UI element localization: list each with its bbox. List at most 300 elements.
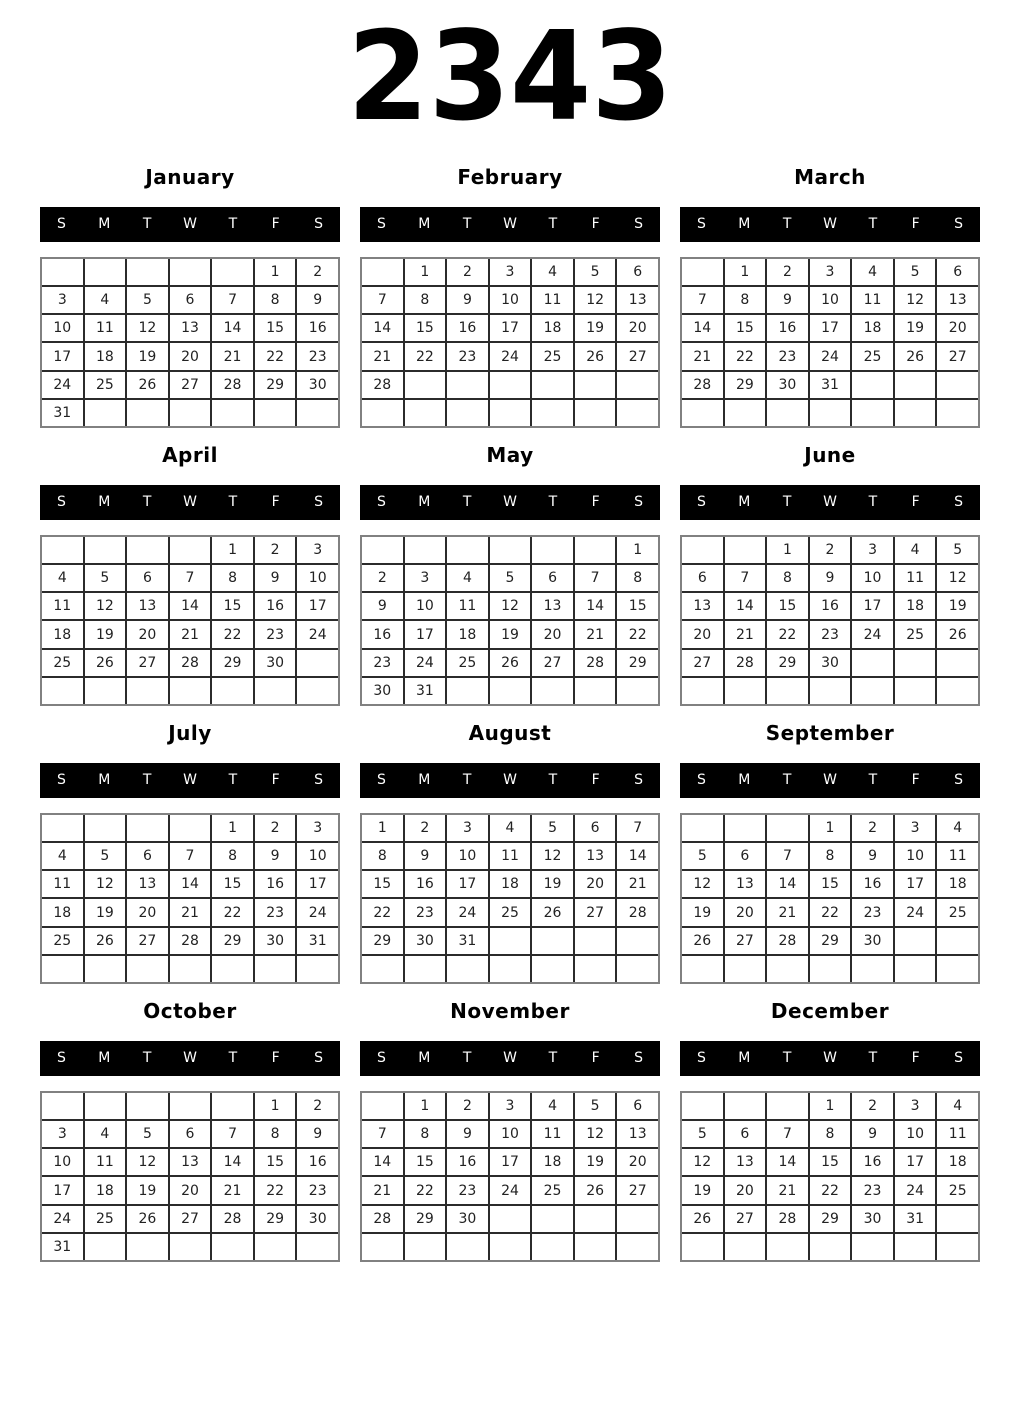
day-cell: 10 — [297, 565, 338, 591]
day-cell: 16 — [255, 593, 296, 619]
day-cell: 28 — [362, 1206, 403, 1232]
day-cell — [937, 956, 978, 982]
day-cell: 23 — [767, 343, 808, 369]
day-cell: 13 — [725, 1149, 766, 1175]
day-cell: 1 — [362, 815, 403, 841]
weekday-header-row — [680, 485, 980, 520]
day-cell: 9 — [852, 843, 893, 869]
day-cell: 8 — [212, 843, 253, 869]
day-cell — [212, 1234, 253, 1260]
day-cell — [212, 956, 253, 982]
day-cell: 13 — [170, 315, 211, 341]
day-cell — [85, 815, 126, 841]
day-cell — [575, 678, 616, 704]
day-cell: 17 — [297, 871, 338, 897]
weekday-label: T — [868, 216, 878, 232]
month-day-grid — [360, 1091, 660, 1262]
day-cell — [127, 1093, 168, 1119]
day-cell: 20 — [170, 343, 211, 369]
day-cell — [297, 956, 338, 982]
day-cell: 3 — [490, 259, 531, 285]
day-cell — [405, 400, 446, 426]
weekday-label: T — [228, 216, 238, 232]
day-cell: 9 — [852, 1121, 893, 1147]
weekday-header-row — [680, 763, 980, 798]
day-cell — [725, 815, 766, 841]
day-cell: 19 — [490, 621, 531, 647]
weekday-label: W — [183, 772, 197, 788]
day-cell: 13 — [127, 593, 168, 619]
day-cell — [170, 678, 211, 704]
day-cell: 16 — [297, 315, 338, 341]
weekday-label: S — [954, 494, 964, 510]
day-cell: 5 — [532, 815, 573, 841]
day-cell: 27 — [170, 372, 211, 398]
day-cell — [170, 1234, 211, 1260]
day-cell: 1 — [767, 537, 808, 563]
day-cell — [297, 1234, 338, 1260]
day-cell: 2 — [447, 259, 488, 285]
day-cell — [42, 678, 83, 704]
day-cell: 21 — [170, 621, 211, 647]
day-cell: 19 — [575, 315, 616, 341]
day-cell: 7 — [212, 1121, 253, 1147]
day-cell — [895, 678, 936, 704]
weekday-label: T — [142, 494, 152, 510]
day-cell: 29 — [362, 928, 403, 954]
months-grid — [40, 150, 980, 1262]
day-cell: 17 — [895, 1149, 936, 1175]
day-cell — [810, 400, 851, 426]
day-cell: 26 — [85, 928, 126, 954]
day-cell: 30 — [255, 650, 296, 676]
weekday-label: M — [98, 494, 111, 510]
weekday-header-row — [680, 1041, 980, 1076]
day-cell: 8 — [405, 287, 446, 313]
month-day-grid — [680, 535, 980, 706]
day-cell: 12 — [575, 287, 616, 313]
weekday-label: T — [868, 772, 878, 788]
month-title: January — [145, 165, 235, 189]
day-cell: 27 — [682, 650, 723, 676]
day-cell: 24 — [490, 1177, 531, 1203]
day-cell: 3 — [490, 1093, 531, 1119]
day-cell: 25 — [532, 343, 573, 369]
day-cell: 20 — [682, 621, 723, 647]
day-cell: 13 — [532, 593, 573, 619]
day-cell: 21 — [212, 1177, 253, 1203]
day-cell — [170, 956, 211, 982]
day-cell: 28 — [682, 372, 723, 398]
day-cell: 3 — [297, 815, 338, 841]
month-title: July — [168, 721, 212, 745]
day-cell: 1 — [725, 259, 766, 285]
day-cell: 24 — [42, 1206, 83, 1232]
day-cell — [362, 259, 403, 285]
day-cell: 8 — [212, 565, 253, 591]
day-cell: 16 — [447, 315, 488, 341]
day-cell: 9 — [297, 287, 338, 313]
weekday-header-row — [40, 485, 340, 520]
day-cell: 9 — [255, 843, 296, 869]
day-cell: 28 — [767, 1206, 808, 1232]
weekday-label: M — [418, 1050, 431, 1066]
day-cell: 22 — [405, 343, 446, 369]
day-cell: 16 — [810, 593, 851, 619]
day-cell: 15 — [725, 315, 766, 341]
day-cell: 3 — [852, 537, 893, 563]
day-cell — [725, 956, 766, 982]
day-cell: 29 — [212, 650, 253, 676]
day-cell: 4 — [42, 565, 83, 591]
day-cell — [575, 372, 616, 398]
day-cell — [725, 400, 766, 426]
day-cell — [575, 1206, 616, 1232]
weekday-label: T — [868, 494, 878, 510]
day-cell: 19 — [127, 343, 168, 369]
weekday-label: F — [911, 216, 920, 232]
day-cell — [575, 956, 616, 982]
weekday-label: S — [696, 1050, 706, 1066]
day-cell — [447, 400, 488, 426]
day-cell — [85, 678, 126, 704]
day-cell — [447, 678, 488, 704]
day-cell: 15 — [767, 593, 808, 619]
weekday-label: W — [823, 216, 837, 232]
day-cell: 21 — [362, 1177, 403, 1203]
day-cell — [170, 537, 211, 563]
month-title: May — [486, 443, 534, 467]
month-day-grid — [680, 1091, 980, 1262]
day-cell: 15 — [810, 871, 851, 897]
month-block — [360, 984, 660, 1262]
day-cell — [852, 1234, 893, 1260]
month-day-grid — [680, 813, 980, 984]
day-cell: 2 — [297, 259, 338, 285]
day-cell: 26 — [575, 343, 616, 369]
day-cell: 2 — [852, 815, 893, 841]
month-title: August — [468, 721, 552, 745]
day-cell: 16 — [405, 871, 446, 897]
day-cell: 15 — [617, 593, 658, 619]
weekday-label: M — [738, 494, 751, 510]
day-cell: 14 — [767, 1149, 808, 1175]
day-cell: 23 — [852, 1177, 893, 1203]
day-cell — [170, 815, 211, 841]
day-cell — [852, 372, 893, 398]
day-cell — [490, 400, 531, 426]
day-cell — [937, 650, 978, 676]
day-cell — [297, 678, 338, 704]
weekday-label: S — [56, 1050, 66, 1066]
day-cell — [682, 1093, 723, 1119]
month-title: November — [450, 999, 570, 1023]
day-cell: 20 — [575, 871, 616, 897]
day-cell: 22 — [767, 621, 808, 647]
day-cell — [405, 956, 446, 982]
day-cell — [937, 678, 978, 704]
day-cell: 21 — [617, 871, 658, 897]
day-cell: 26 — [682, 1206, 723, 1232]
day-cell: 8 — [255, 1121, 296, 1147]
day-cell: 7 — [170, 843, 211, 869]
month-title: February — [457, 165, 563, 189]
day-cell — [682, 678, 723, 704]
day-cell: 18 — [447, 621, 488, 647]
day-cell: 31 — [810, 372, 851, 398]
day-cell: 11 — [85, 1149, 126, 1175]
day-cell: 22 — [255, 1177, 296, 1203]
day-cell: 6 — [127, 843, 168, 869]
day-cell: 16 — [767, 315, 808, 341]
day-cell — [170, 1093, 211, 1119]
day-cell: 23 — [297, 1177, 338, 1203]
day-cell: 10 — [490, 1121, 531, 1147]
day-cell — [575, 400, 616, 426]
day-cell — [170, 259, 211, 285]
day-cell: 9 — [810, 565, 851, 591]
day-cell — [532, 928, 573, 954]
day-cell: 17 — [42, 343, 83, 369]
weekday-label: S — [314, 494, 324, 510]
month-title: March — [794, 165, 866, 189]
day-cell — [447, 537, 488, 563]
day-cell: 31 — [42, 400, 83, 426]
day-cell: 19 — [85, 899, 126, 925]
day-cell: 22 — [810, 1177, 851, 1203]
day-cell: 9 — [255, 565, 296, 591]
day-cell — [85, 956, 126, 982]
day-cell: 9 — [767, 287, 808, 313]
day-cell: 25 — [42, 928, 83, 954]
day-cell: 22 — [405, 1177, 446, 1203]
weekday-label: F — [911, 1050, 920, 1066]
weekday-label: F — [271, 494, 280, 510]
day-cell: 4 — [447, 565, 488, 591]
day-cell — [852, 956, 893, 982]
day-cell: 21 — [725, 621, 766, 647]
day-cell: 25 — [852, 343, 893, 369]
day-cell: 26 — [127, 1206, 168, 1232]
day-cell: 20 — [617, 1149, 658, 1175]
day-cell — [575, 1234, 616, 1260]
day-cell: 22 — [725, 343, 766, 369]
day-cell: 16 — [362, 621, 403, 647]
day-cell: 30 — [297, 372, 338, 398]
day-cell: 12 — [127, 315, 168, 341]
day-cell: 20 — [127, 621, 168, 647]
day-cell: 8 — [810, 843, 851, 869]
weekday-label: T — [782, 494, 792, 510]
weekday-label: S — [954, 1050, 964, 1066]
day-cell: 2 — [255, 537, 296, 563]
day-cell: 4 — [42, 843, 83, 869]
day-cell: 7 — [170, 565, 211, 591]
day-cell: 18 — [895, 593, 936, 619]
weekday-label: S — [376, 494, 386, 510]
day-cell — [297, 400, 338, 426]
weekday-label: T — [462, 772, 472, 788]
day-cell — [937, 400, 978, 426]
day-cell — [127, 956, 168, 982]
day-cell: 21 — [170, 899, 211, 925]
day-cell: 21 — [212, 343, 253, 369]
day-cell: 9 — [362, 593, 403, 619]
weekday-label: M — [98, 216, 111, 232]
day-cell: 4 — [852, 259, 893, 285]
day-cell: 23 — [362, 650, 403, 676]
day-cell: 8 — [767, 565, 808, 591]
day-cell: 31 — [895, 1206, 936, 1232]
day-cell — [617, 956, 658, 982]
day-cell: 7 — [725, 565, 766, 591]
day-cell: 2 — [255, 815, 296, 841]
day-cell: 10 — [895, 843, 936, 869]
day-cell — [297, 650, 338, 676]
day-cell — [85, 259, 126, 285]
day-cell: 14 — [682, 315, 723, 341]
month-block — [680, 428, 980, 706]
day-cell — [42, 537, 83, 563]
month-title: October — [143, 999, 237, 1023]
weekday-label: M — [98, 772, 111, 788]
day-cell: 25 — [85, 372, 126, 398]
day-cell — [490, 537, 531, 563]
day-cell — [532, 372, 573, 398]
weekday-label: S — [314, 772, 324, 788]
weekday-label: S — [376, 1050, 386, 1066]
day-cell: 16 — [447, 1149, 488, 1175]
day-cell — [42, 956, 83, 982]
day-cell: 23 — [447, 1177, 488, 1203]
day-cell: 27 — [532, 650, 573, 676]
day-cell — [532, 1206, 573, 1232]
day-cell — [937, 928, 978, 954]
day-cell — [532, 1234, 573, 1260]
day-cell: 3 — [895, 1093, 936, 1119]
day-cell: 25 — [937, 899, 978, 925]
day-cell — [255, 678, 296, 704]
day-cell: 29 — [617, 650, 658, 676]
day-cell: 23 — [297, 343, 338, 369]
day-cell: 22 — [255, 343, 296, 369]
day-cell: 6 — [617, 1093, 658, 1119]
day-cell: 3 — [405, 565, 446, 591]
day-cell: 15 — [405, 315, 446, 341]
day-cell: 24 — [297, 621, 338, 647]
day-cell: 9 — [405, 843, 446, 869]
weekday-label: W — [823, 1050, 837, 1066]
day-cell: 21 — [682, 343, 723, 369]
day-cell: 21 — [767, 899, 808, 925]
day-cell: 10 — [447, 843, 488, 869]
day-cell — [255, 400, 296, 426]
day-cell: 13 — [682, 593, 723, 619]
day-cell: 22 — [362, 899, 403, 925]
day-cell: 26 — [575, 1177, 616, 1203]
day-cell: 2 — [362, 565, 403, 591]
day-cell — [767, 400, 808, 426]
day-cell: 8 — [255, 287, 296, 313]
day-cell: 27 — [127, 650, 168, 676]
day-cell — [810, 678, 851, 704]
weekday-label: M — [418, 494, 431, 510]
day-cell — [682, 1234, 723, 1260]
day-cell: 18 — [532, 315, 573, 341]
day-cell — [170, 400, 211, 426]
weekday-label: T — [462, 494, 472, 510]
weekday-label: M — [738, 772, 751, 788]
weekday-label: S — [376, 216, 386, 232]
weekday-label: S — [314, 216, 324, 232]
day-cell: 5 — [575, 259, 616, 285]
month-block — [360, 150, 660, 428]
day-cell: 7 — [617, 815, 658, 841]
day-cell — [532, 678, 573, 704]
day-cell — [532, 400, 573, 426]
day-cell — [617, 928, 658, 954]
day-cell — [42, 259, 83, 285]
day-cell: 7 — [682, 287, 723, 313]
day-cell — [767, 956, 808, 982]
weekday-label: W — [823, 772, 837, 788]
day-cell — [617, 1206, 658, 1232]
day-cell: 2 — [405, 815, 446, 841]
day-cell: 4 — [937, 1093, 978, 1119]
day-cell — [682, 259, 723, 285]
weekday-label: T — [228, 772, 238, 788]
month-day-grid — [680, 257, 980, 428]
weekday-label: S — [56, 494, 66, 510]
day-cell: 24 — [42, 372, 83, 398]
day-cell: 26 — [895, 343, 936, 369]
day-cell: 30 — [405, 928, 446, 954]
day-cell: 13 — [725, 871, 766, 897]
day-cell: 1 — [212, 537, 253, 563]
day-cell: 11 — [490, 843, 531, 869]
weekday-label: T — [868, 1050, 878, 1066]
day-cell: 14 — [212, 315, 253, 341]
day-cell — [212, 259, 253, 285]
day-cell: 3 — [297, 537, 338, 563]
day-cell — [852, 400, 893, 426]
day-cell: 13 — [170, 1149, 211, 1175]
day-cell: 30 — [852, 928, 893, 954]
day-cell — [490, 372, 531, 398]
day-cell: 14 — [725, 593, 766, 619]
weekday-label: T — [548, 216, 558, 232]
month-day-grid — [360, 257, 660, 428]
month-block — [360, 706, 660, 984]
day-cell: 2 — [447, 1093, 488, 1119]
day-cell: 15 — [212, 871, 253, 897]
day-cell — [725, 1234, 766, 1260]
day-cell: 26 — [127, 372, 168, 398]
day-cell: 19 — [682, 899, 723, 925]
weekday-label: F — [591, 216, 600, 232]
day-cell — [127, 1234, 168, 1260]
day-cell — [682, 815, 723, 841]
day-cell: 8 — [810, 1121, 851, 1147]
day-cell: 6 — [937, 259, 978, 285]
day-cell: 10 — [297, 843, 338, 869]
day-cell — [127, 815, 168, 841]
weekday-label: S — [376, 772, 386, 788]
day-cell: 24 — [810, 343, 851, 369]
weekday-header-row — [680, 207, 980, 242]
day-cell: 17 — [490, 1149, 531, 1175]
day-cell — [810, 956, 851, 982]
